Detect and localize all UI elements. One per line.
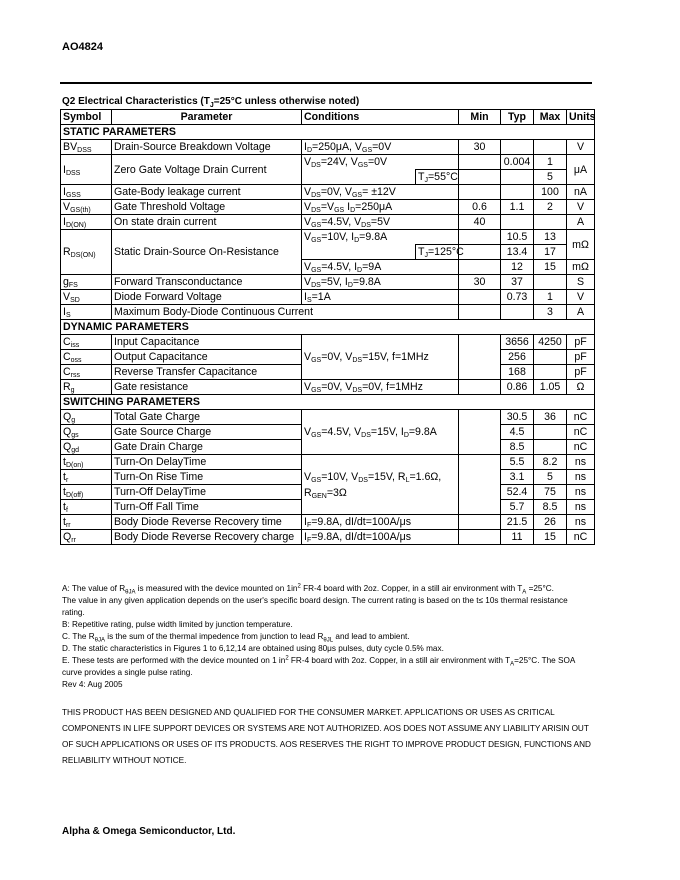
note-c: C. The $R_{\theta JA}$ is the sum of the thermal impedence from junction to lead $R_{\theta JL}$ and lead to ambient. [62, 632, 410, 644]
table-row: $I_{GSS}$ Gate-Body leakage current $V_{DS}=0V$, $V_{GS}= \pm 12V$ 100 nA [61, 185, 595, 200]
table-row: $t_{D(off)}$ Turn-Off DelayTime 52.4 75 ns [61, 485, 595, 500]
table-row: $C_{rss}$ Reverse Transfer Capacitance 168 pF [61, 365, 595, 380]
table-row: $Q_{gs}$ Gate Source Charge 4.5 nC [61, 425, 595, 440]
footnotes [62, 583, 592, 691]
table-row: $I_S$ Maximum Body-Diode Continuous Current 3 A [61, 305, 595, 320]
revision: Rev 4: Aug 2005 [62, 680, 123, 689]
header-units: Units [567, 110, 595, 125]
table-row: $V_{GS(th)}$ Gate Threshold Voltage $V_{DS}=V_{GS}$ $I_D=250\mu A$ 0.6 1.1 2 V [61, 200, 595, 215]
table-row: $V_{SD}$ Diode Forward Voltage $I_S=1A$ 0.73 1 V [61, 290, 595, 305]
part-number: AO4824 [62, 41, 103, 53]
table-row: $Q_{rr}$ Body Diode Reverse Recovery charge $I_F=9.8A$, dI/dt=100A/μs 11 15 nC [61, 530, 595, 545]
section-static: STATIC PARAMETERS [61, 125, 595, 140]
table-row: $V_{GS}=4.5V$, $I_D=9A$ 12 15 mΩ [61, 260, 595, 275]
table-row: $t_f$ Turn-Off Fall Time 5.7 8.5 ns [61, 500, 595, 515]
header-max: Max [534, 110, 567, 125]
header-symbol: Symbol [61, 110, 112, 125]
table-row: $T_J=55^\circ C$ 5 [61, 170, 595, 185]
table-row: $t_{rr}$ Body Diode Reverse Recovery time $I_F=9.8A$, dI/dt=100A/μs 21.5 26 ns [61, 515, 595, 530]
note-a: A: The value of $R_{\theta JA}$ is measured with the device mounted on $1in^2$ FR-4 board with 2oz. Copper, in a still air environment with $T_A =25^\circ C$. [62, 583, 554, 596]
table-title: Q2 Electrical Characteristics ($T_J=25^\circ C$ unless otherwise noted) [62, 96, 360, 109]
header-rule [60, 82, 592, 84]
table-row: $Q_g$ Total Gate Charge $V_{GS}=4.5V$, $V_{DS}=15V$, $I_D=9.8A$ 30.5 36 nC [61, 410, 595, 425]
table-row: $Q_{gd}$ Gate Drain Charge 8.5 nC [61, 440, 595, 455]
company-footer: Alpha & Omega Semiconductor, Ltd. [62, 826, 236, 837]
table-row: $I_{D(ON)}$ On state drain current $V_{GS}=4.5V$, $V_{DS}=5V$ 40 A [61, 215, 595, 230]
table-row: $T_J=125^\circ C$ 13.4 17 [61, 245, 595, 260]
table-row: $g_{FS}$ Forward Transconductance $V_{DS}=5V$, $I_D=9.8A$ 30 37 S [61, 275, 595, 290]
table-row: $R_g$ Gate resistance $V_{GS}=0V$, $V_{DS}=0V$, f=1MHz 0.86 1.05 Ω [61, 380, 595, 395]
section-dynamic: DYNAMIC PARAMETERS [61, 320, 595, 335]
note-a-cont: The value in any given application depends on the user's specific board design. The current rating is based on the t≤ 10s thermal resistance rating. [62, 596, 568, 617]
table-row: $R_{DS(ON)}$ Static Drain-Source On-Resistance $V_{GS}=10V$, $I_D=9.8A$ 10.5 13 mΩ [61, 230, 595, 245]
table-row: $C_{iss}$ Input Capacitance $V_{GS}=0V$, $V_{DS}=15V$, f=1MHz 3656 4250 pF [61, 335, 595, 350]
table-header [61, 110, 595, 125]
header-parameter: Parameter [112, 110, 302, 125]
section-switching: SWITCHING PARAMETERS [61, 395, 595, 410]
table-row: $t_r$ Turn-On Rise Time 3.1 5 ns [61, 470, 595, 485]
table-row: $C_{oss}$ Output Capacitance 256 pF [61, 350, 595, 365]
electrical-characteristics-table [60, 109, 595, 545]
table-row: $BV_{DSS}$ Drain-Source Breakdown Voltage $I_D=250\mu A$, $V_{GS}=0V$ 30 V [61, 140, 595, 155]
disclaimer: THIS PRODUCT HAS BEEN DESIGNED AND QUALIFIED FOR THE CONSUMER MARKET. APPLICATIONS OR USES AS CRITICAL COMPONENTS IN LIFE SUPPORT DEVICES OR SYSTEMS ARE NOT AUTHORIZED. AOS DOES NOT ASSUME ANY LIABILITY ARISIN OUT OF SUCH APPLICATIONS OR USES OF ITS PRODUCTS. AOS RESERVES THE RIGHT TO IMPROVE PRODUCT DESIGN, FUNCTIONS AND RELIABILITY WITHOUT NOTICE. [62, 708, 591, 765]
note-e: E. These tests are performed with the device mounted on 1 $in^2$ FR-4 board with 2oz. Copper, in a still air environment with $T_A=25^\circ C$. The SOA curve provides a single pulse rating. [62, 655, 575, 677]
header-typ: Typ [501, 110, 534, 125]
header-conditions: Conditions [302, 110, 459, 125]
table-row: $t_{D(on)}$ Turn-On DelayTime $V_{GS}=10V$, $V_{DS}=15V$, $R_L=1.6\Omega$, $R_{GEN}=3\Omega$ 5.5 8.2 ns [61, 455, 595, 470]
note-b: B: Repetitive rating, pulse width limited by junction temperature. [62, 620, 293, 629]
table-row: $I_{DSS}$ Zero Gate Voltage Drain Current $V_{DS}=24V$, $V_{GS}=0V$ 0.004 1 μA [61, 155, 595, 170]
note-d: D. The static characteristics in Figures 1 to 6,12,14 are obtained using 80μs pulses, duty cycle 0.5% max. [62, 644, 444, 653]
header-min: Min [459, 110, 501, 125]
